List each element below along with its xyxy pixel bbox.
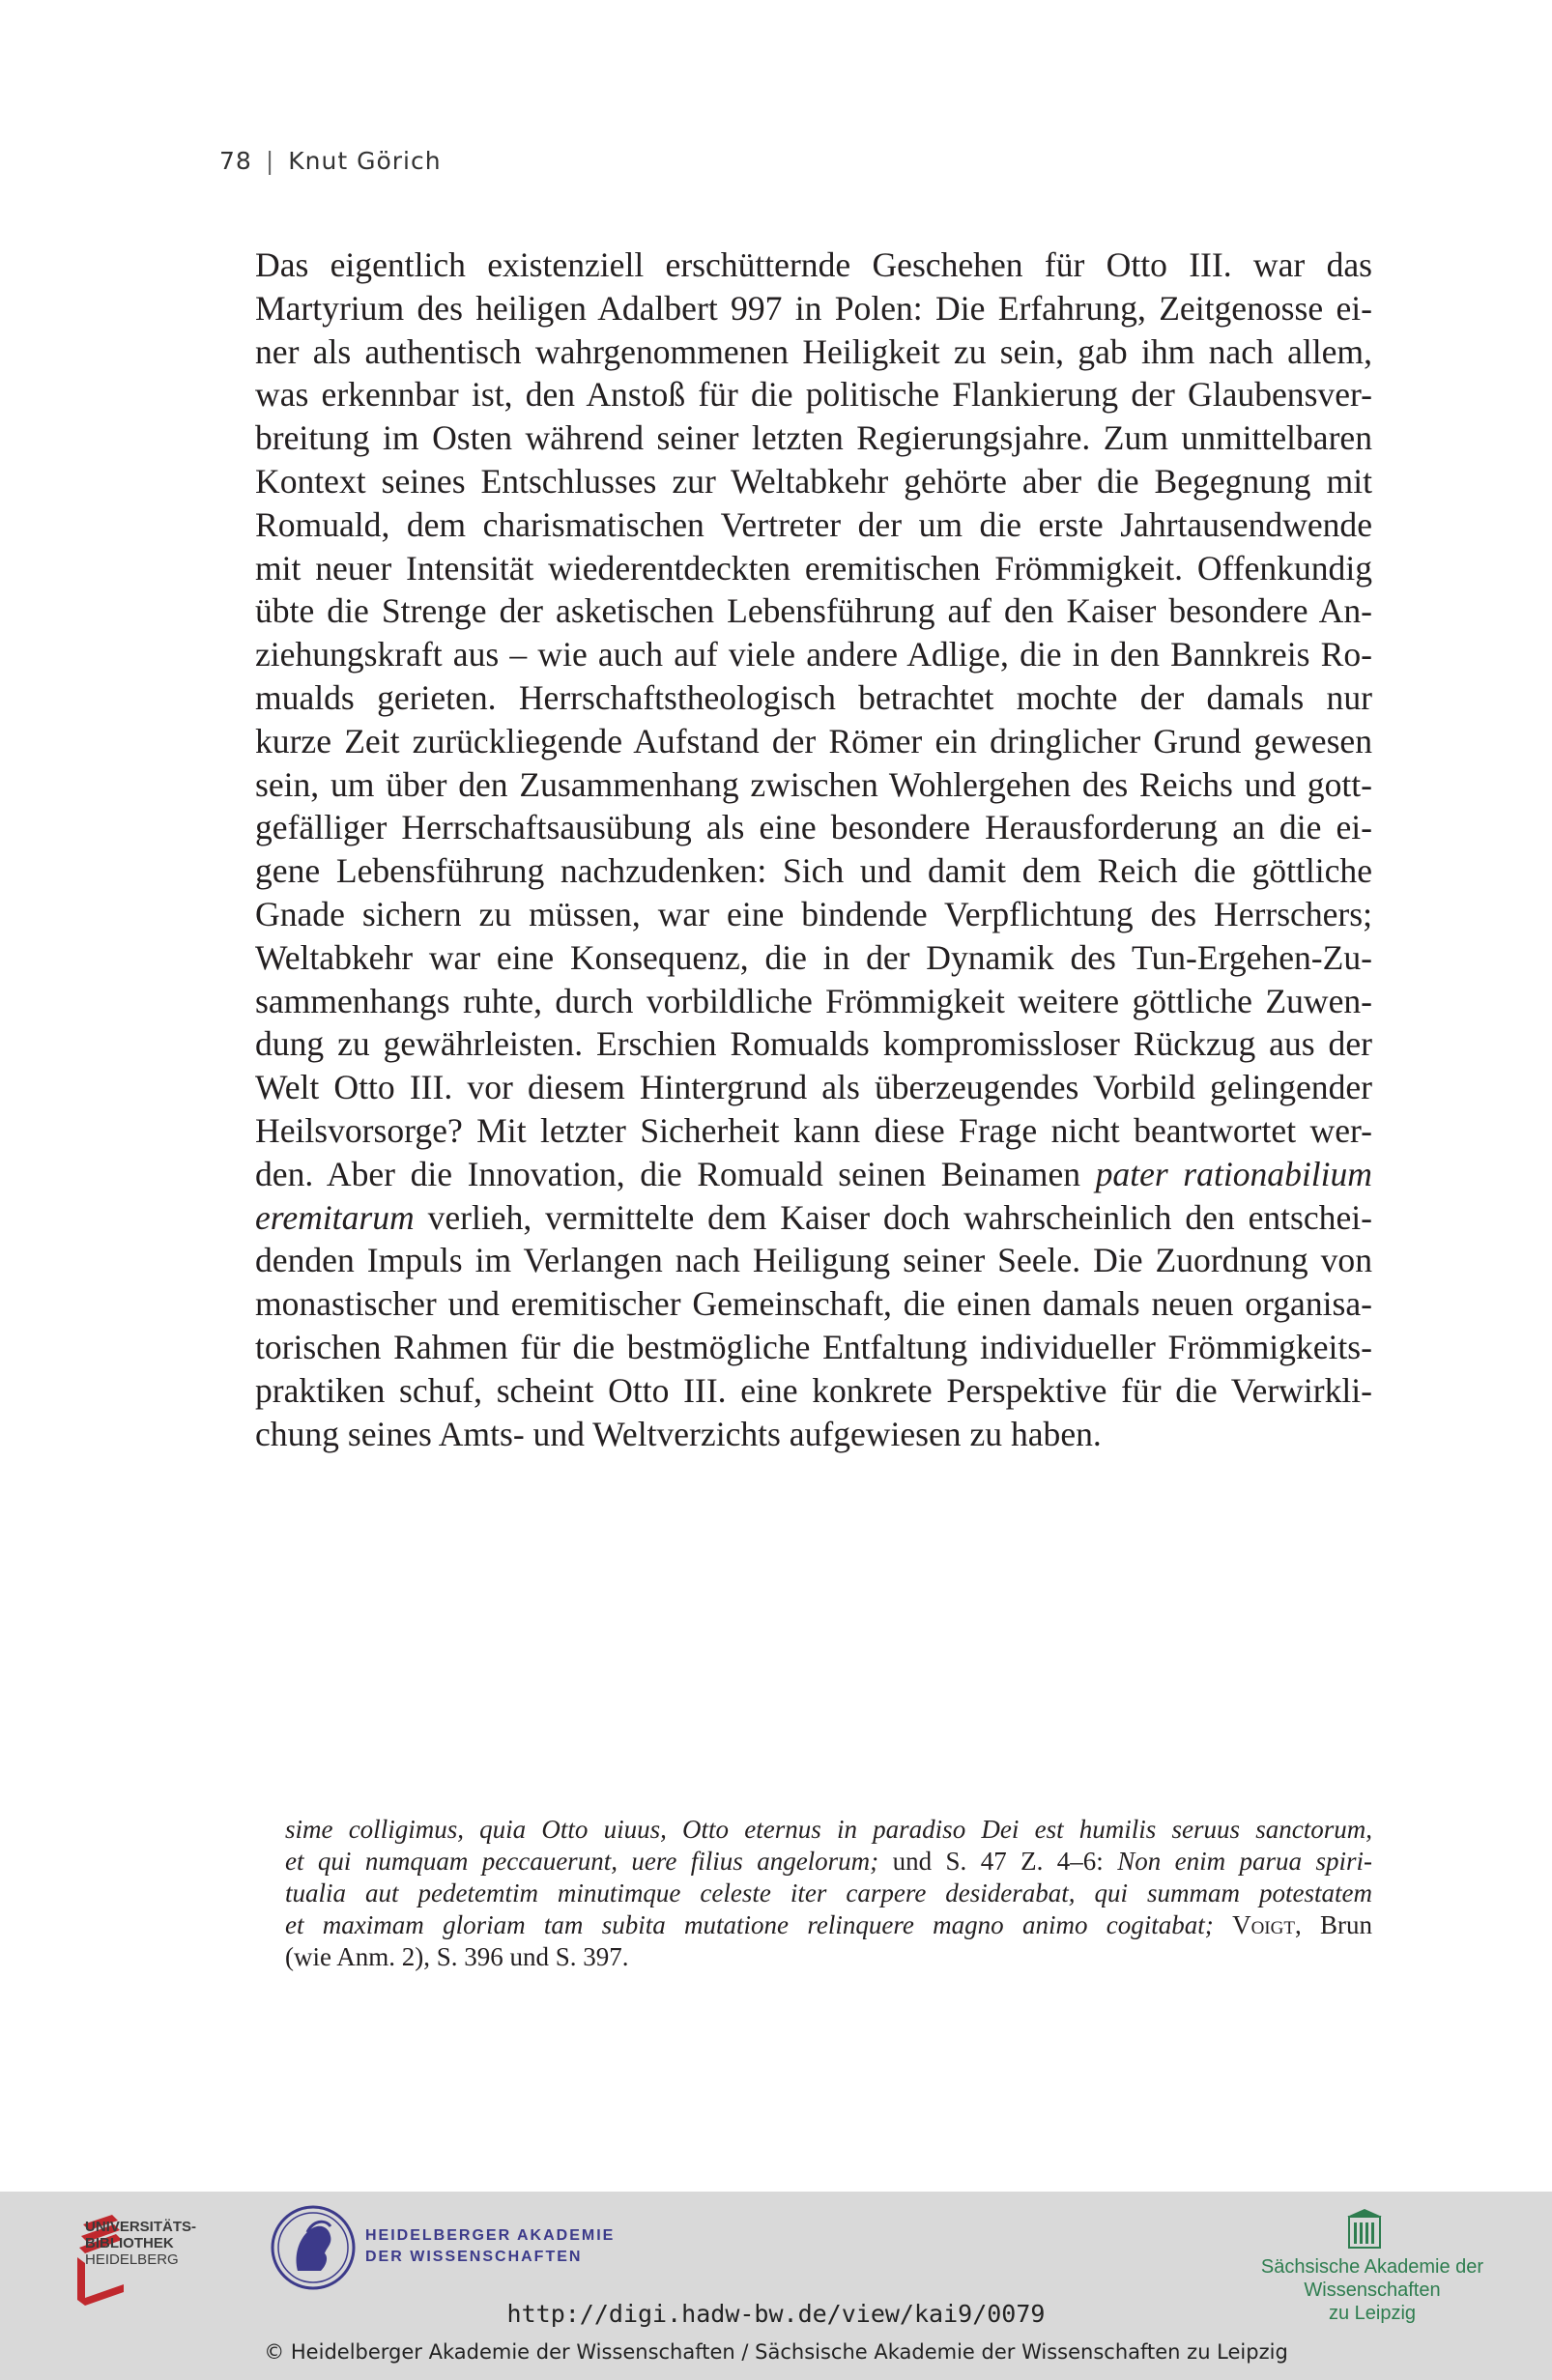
body-line: sammenhangs ruhte, durch vorbildliche Frömmigkeit weitere göttliche Zuwen- <box>255 981 1372 1020</box>
footnote <box>285 1814 1372 1973</box>
body-line: was erkennbar ist, den Anstoß für die politische Flankierung der Glaubensver- <box>255 375 1372 415</box>
body-line: Welt Otto III. vor diesem Hintergrund als überzeugendes Vorbild gelingender <box>255 1068 1372 1107</box>
body-line: denden Impuls im Verlangen nach Heiligung seiner Seele. Die Zuordnung von <box>255 1241 1372 1280</box>
saw-line-2: zu Leipzig <box>1328 2303 1417 2324</box>
body-line: kurze Zeit zurückliegende Aufstand der Römer ein dringlicher Grund gewesen <box>255 721 1372 760</box>
body-line: monastischer und eremitischer Gemeinschaft, die einen damals neuen organisa- <box>255 1284 1372 1324</box>
ub-line-1: UNIVERSITÄTS- <box>85 2219 197 2235</box>
body-line: Das eigentlich existenziell erschütternde Geschehen für Otto III. war das <box>255 245 1372 284</box>
saw-line-1: Sächsische Akademie der Wissenschaften <box>1260 2256 1484 2301</box>
footnote-quote: et qui numquam peccauerunt, uere filius angelorum; <box>285 1847 879 1876</box>
footnote-quote: sime colligimus, quia Otto uiuus, Otto eternus in paradiso Dei est humilis seruus sanctorum, <box>285 1815 1372 1844</box>
body-line: chung seines Amts- und Weltverzichts aufgewiesen zu haben. <box>255 1414 1102 1453</box>
body-line: dung zu gewährleisten. Erschien Romualds kompromissloser Rückzug aus der <box>255 1024 1372 1064</box>
page-number: 78 <box>219 147 252 175</box>
body-line: gefälliger Herrschaftsausübung als eine besondere Herausforderung an die ei- <box>255 808 1372 847</box>
hadw-wordmark <box>365 2225 615 2268</box>
hadw-line-1: HEIDELBERGER AKADEMIE <box>365 2227 616 2244</box>
footnote-quote: tualia aut pedetemtim minutimque celeste iter carpere desiderabat, qui summam potestatem <box>285 1878 1372 1907</box>
ub-line-2: BIBLIOTHEK <box>85 2235 174 2251</box>
body-line: Romuald, dem charismatischen Vertreter der um die erste Jahrtausendwende <box>255 504 1372 544</box>
body-line: praktiken schuf, scheint Otto III. eine konkrete Perspektive für die Verwirkli- <box>255 1370 1372 1410</box>
body-line: Heilsvorsorge? Mit letzter Sicherheit kann diese Frage nicht beantwortet wer- <box>255 1110 1372 1150</box>
body-line: Kontext seines Entschlusses zur Weltabkehr gehörte aber die Begegnung mit <box>255 461 1372 501</box>
footnote-line <box>285 1846 1372 1878</box>
body-line: mit neuer Intensität wiederentdeckten eremitischen Frömmigkeit. Offenkundig <box>255 548 1372 588</box>
body-line: ner als authentisch wahrgenommenen Heiligkeit zu sein, gab ihm nach allem, <box>255 331 1372 371</box>
body-line-text: den. Aber die Innovation, die Romuald seinen Beinamen <box>255 1154 1081 1193</box>
body-line: Weltabkehr war eine Konsequenz, die in der Dynamik des Tun-Ergehen-Zu- <box>255 937 1372 977</box>
footnote-line <box>285 1878 1372 1909</box>
body-line: Gnade sichern zu müssen, war eine bindende Verpflichtung des Herrschers; <box>255 894 1372 933</box>
ub-line-3: HEIDELBERG <box>85 2251 179 2268</box>
body-italic-term: eremitarum <box>255 1197 415 1237</box>
body-italic-term: pater rationabilium <box>1095 1154 1373 1193</box>
body-text <box>219 244 1372 1455</box>
body-line: torischen Rahmen für die bestmögliche Entfaltung individueller Frömmigkeits- <box>255 1327 1372 1366</box>
body-line: mualds gerieten. Herrschaftstheologisch betrachtet mochte der damals nur <box>255 677 1372 717</box>
body-line <box>219 1196 1372 1240</box>
footnote-line <box>285 1909 1372 1941</box>
header-author: Knut Görich <box>288 147 442 175</box>
body-line: ziehungskraft aus – wie auch auf viele andere Adlige, die in den Bannkreis Ro- <box>255 635 1372 674</box>
running-header <box>219 147 442 175</box>
body-paragraph <box>219 244 1372 1455</box>
hadw-line-2: DER WISSENSCHAFTEN <box>365 2249 583 2265</box>
body-line: Martyrium des heiligen Adalbert 997 in Polen: Die Erfahrung, Zeitgenosse ei- <box>255 288 1372 328</box>
header-separator: | <box>265 147 275 175</box>
body-line: übte die Strenge der asketischen Lebensführung auf den Kaiser besondere An- <box>255 591 1372 631</box>
hadw-minerva-seal-icon <box>269 2203 358 2292</box>
body-line-text: verlieh, vermittelte dem Kaiser doch wahrscheinlich den entschei- <box>414 1197 1372 1237</box>
footnote-quote: Non enim parua spiri- <box>1117 1847 1372 1876</box>
copyright-notice: © Heidelberger Akademie der Wissenschaften / Sächsische Akademie der Wissenschaften zu Leipzig <box>264 2340 1288 2364</box>
body-line: gene Lebensführung nachzudenken: Sich und damit dem Reich die göttliche <box>255 851 1372 891</box>
body-line: sein, um über den Zusammenhang zwischen Wohlergehen des Reichs und gott- <box>255 764 1372 804</box>
footnote-line <box>285 1814 1372 1846</box>
footnote-quote: et maximam gloriam tam subita mutatione relinquere magno animo cogitabat; <box>285 1910 1214 1939</box>
footnote-line: (wie Anm. 2), S. 396 und S. 397. <box>285 1942 629 1971</box>
body-line <box>219 1153 1372 1196</box>
footnote-author: Voigt <box>1232 1910 1295 1939</box>
footnote-text: und S. 47 Z. 4–6: <box>878 1847 1118 1876</box>
ub-heidelberg-wordmark <box>85 2219 196 2268</box>
permalink-url[interactable]: http://digi.hadw-bw.de/view/kai9/0079 <box>506 2300 1046 2328</box>
body-line: breitung im Osten während seiner letzten Regierungsjahre. Zum unmittelbaren <box>255 418 1372 458</box>
footnote-text: , Brun <box>1294 1910 1373 1939</box>
